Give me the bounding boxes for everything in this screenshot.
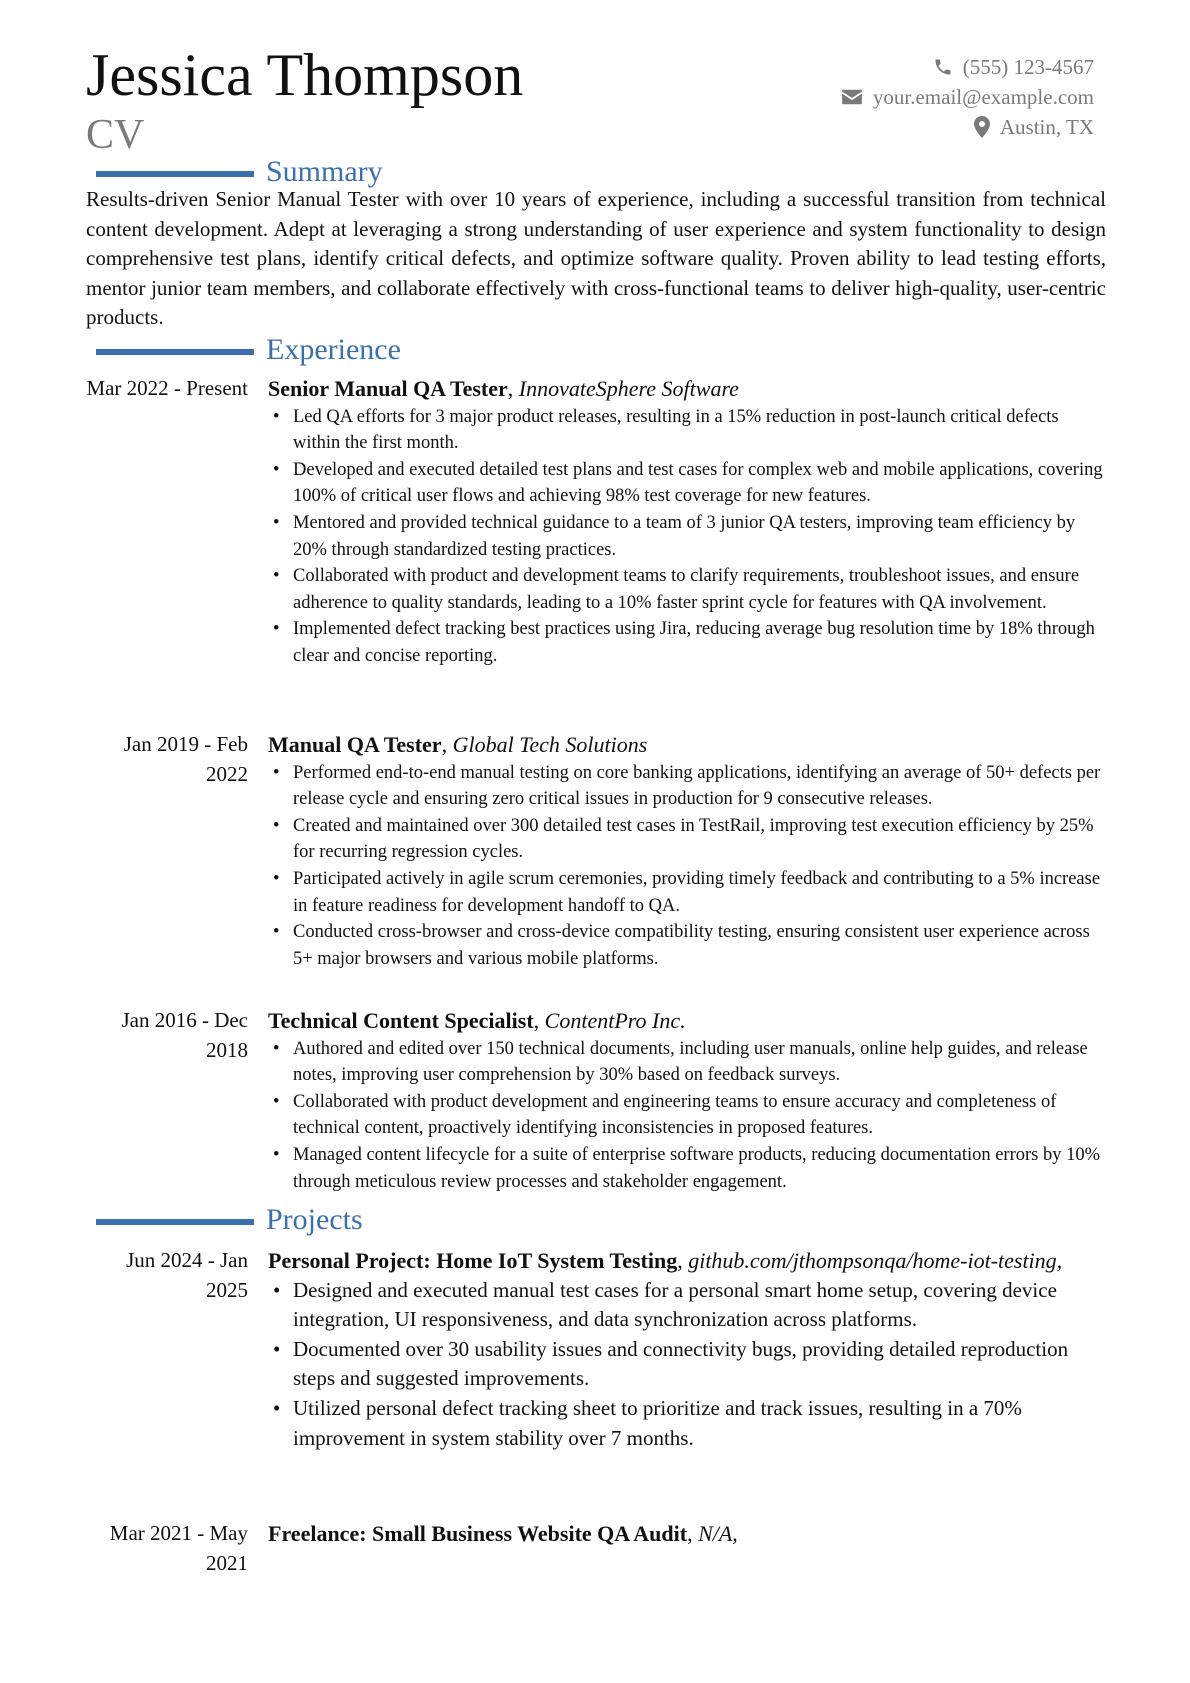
contact-phone[interactable]: [674, 52, 1094, 82]
entry-role: Manual QA Tester: [268, 732, 442, 757]
bullet-item: • Performed end-to-end manual testing on core banking applications, identifying an average of 50+ defects per release cycle and ensuring zero critical issues in production for 9 consecutive releases.: [268, 760, 1106, 813]
phone-icon: [933, 57, 953, 77]
entry-heading: Personal Project: Home IoT System Testing, github.com/jthompsonqa/home-iot-testing,: [268, 1248, 1063, 1273]
contact-location: [674, 112, 1094, 142]
bullet-item: • Led QA efforts for 3 major product releases, resulting in a 15% reduction in post-launch critical defects within the first month.: [268, 404, 1106, 457]
entry-dates: Jan 2019 - Feb 2022: [123, 732, 248, 786]
bullet-item: • Documented over 30 usability issues and connectivity bugs, providing detailed reproduction steps and suggested improvements.: [268, 1335, 1106, 1394]
document-subtitle: CV: [86, 112, 145, 158]
candidate-name: Jessica Thompson: [86, 42, 524, 108]
entry-organization: ContentPro Inc.: [544, 1008, 686, 1033]
bullet-item: • Implemented defect tracking best practices using Jira, reducing average bug resolution time by 18% through clear and concise reporting.: [268, 616, 1106, 669]
entry-heading: Manual QA Tester, Global Tech Solutions: [268, 732, 648, 757]
bullet-item: • Conducted cross-browser and cross-device compatibility testing, ensuring consistent user experience across 5+ major browsers and various mobile platforms.: [268, 919, 1106, 972]
bullet-item: • Collaborated with product and development teams to clarify requirements, troubleshoot issues, and ensure adherence to quality standards, leading to a 10% faster sprint cycle for features with QA involvement.: [268, 563, 1106, 616]
bullet-item: • Utilized personal defect tracking sheet to prioritize and track issues, resulting in a 70% improvement in system stability over 7 months.: [268, 1394, 1106, 1453]
entry-bullets: [268, 1036, 1106, 1196]
location-text: Austin, TX: [999, 114, 1094, 139]
entry-role: Freelance: Small Business Website QA Audit: [268, 1521, 688, 1546]
section-title: Projects: [266, 1203, 363, 1236]
bullet-item: • Authored and edited over 150 technical documents, including user manuals, online help guides, and release notes, improving user comprehension by 30% based on feedback surveys.: [268, 1036, 1106, 1089]
entry-dates: Jan 2016 - Dec 2018: [121, 1008, 248, 1062]
map-marker-icon: [974, 116, 990, 138]
entry-dates: Mar 2022 - Present: [86, 376, 248, 400]
entry-organization: Global Tech Solutions: [452, 732, 648, 757]
bullet-item: • Mentored and provided technical guidance to a team of 3 junior QA testers, improving team efficiency by 20% through standardized testing practices.: [268, 510, 1106, 563]
entry-role: Senior Manual QA Tester: [268, 376, 508, 401]
entry-bullets: [268, 404, 1106, 670]
section-rule: [96, 171, 254, 177]
summary-text: Results-driven Senior Manual Tester with over 10 years of experience, including a successful transition from technical content development. Adept at leveraging a strong understanding of user experience and system functionality to design comprehensive test plans, identify critical defects, and optimize software quality. Proven ability to lead testing efforts, mentor junior team members, and collaborate effectively with cross-functional teams to deliver high-quality, user-centric products.: [86, 187, 1106, 330]
section-title: Experience: [266, 333, 401, 366]
entry-heading: Freelance: Small Business Website QA Audit, N/A,: [268, 1521, 738, 1546]
bullet-item: • Created and maintained over 300 detailed test cases in TestRail, improving test execution efficiency by 25% for recurring regression cycles.: [268, 813, 1106, 866]
entry-organization: N/A,: [698, 1521, 738, 1546]
email-address: your.email@example.com: [872, 84, 1094, 109]
bullet-item: • Managed content lifecycle for a suite of enterprise software products, reducing documentation errors by 10% through meticulous review processes and stakeholder engagement.: [268, 1142, 1106, 1195]
entry-heading: Senior Manual QA Tester, InnovateSphere Software: [268, 376, 739, 401]
entry-dates: Jun 2024 - Jan 2025: [126, 1248, 248, 1302]
contact-block: [674, 52, 1094, 142]
entry-bullets: [268, 760, 1106, 973]
project-link[interactable]: github.com/jthompsonqa/home-iot-testing,: [688, 1248, 1063, 1273]
contact-email[interactable]: [674, 82, 1094, 112]
bullet-item: • Designed and executed manual test cases for a personal smart home setup, covering device integration, UI responsiveness, and data synchronization across platforms.: [268, 1276, 1106, 1335]
entry-organization: InnovateSphere Software: [518, 376, 739, 401]
entry-bullets: [268, 1276, 1106, 1454]
section-title: Summary: [266, 155, 383, 188]
section-rule: [96, 349, 254, 355]
entry-dates: Mar 2021 - May 2021: [109, 1521, 248, 1575]
entry-role: Personal Project: Home IoT System Testing: [268, 1248, 678, 1273]
bullet-item: • Collaborated with product development and engineering teams to ensure accuracy and completeness of technical content, proactively identifying inconsistencies in proposed features.: [268, 1089, 1106, 1142]
section-rule: [96, 1219, 254, 1225]
envelope-icon: [841, 88, 863, 106]
phone-number: (555) 123-4567: [962, 54, 1094, 79]
entry-role: Technical Content Specialist: [268, 1008, 534, 1033]
bullet-item: • Participated actively in agile scrum ceremonies, providing timely feedback and contributing to a 5% increase in feature readiness for development handoff to QA.: [268, 866, 1106, 919]
entry-heading: Technical Content Specialist, ContentPro Inc.: [268, 1008, 686, 1033]
bullet-item: • Developed and executed detailed test plans and test cases for complex web and mobile applications, covering 100% of critical user flows and achieving 98% test coverage for new features.: [268, 457, 1106, 510]
